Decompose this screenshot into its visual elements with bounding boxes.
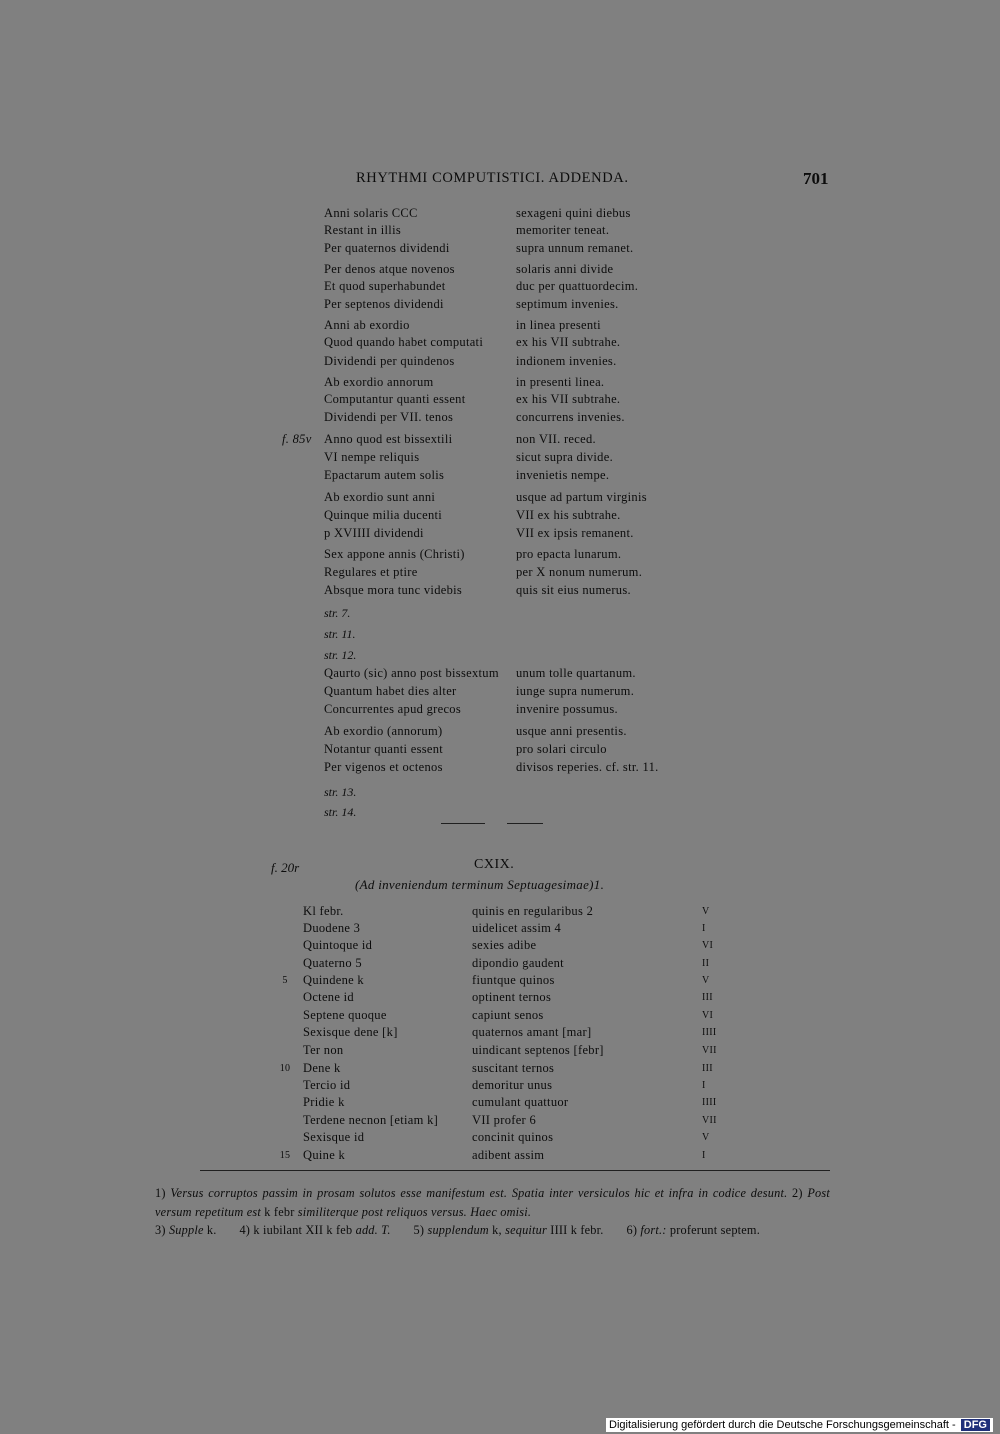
date-cell: Ter non	[303, 1043, 344, 1057]
table-row	[0, 1094, 1000, 1111]
verse-line	[0, 723, 1000, 740]
verse-line	[0, 391, 1000, 408]
verse-second-half: duc per quattuordecim.	[516, 279, 639, 293]
date-cell: Terdene necnon [etiam k]	[303, 1113, 439, 1127]
date-cell: Quindene k	[303, 973, 364, 987]
verse-second-half: in presenti linea.	[516, 375, 605, 389]
verse-first-half: Anni ab exordio	[324, 318, 410, 332]
folio-reference: f. 20r	[271, 860, 300, 875]
verse-first-half: Computantur quanti essent	[324, 392, 466, 406]
verse-first-half: Quod quando habet computati	[324, 335, 484, 349]
verse-second-half: invenire possumus.	[516, 702, 618, 716]
table-row	[0, 1042, 1000, 1059]
verse-cell: uidelicet assim 4	[472, 921, 562, 935]
verse-second-half: ex his VII subtrahe.	[516, 392, 621, 406]
verse-line	[0, 317, 1000, 334]
verse-second-half: ex his VII subtrahe.	[516, 335, 621, 349]
verse-line	[0, 507, 1000, 524]
verse-cell: suscitant ternos	[472, 1061, 555, 1075]
verse-second-half: supra unnum remanet.	[516, 241, 634, 255]
verse-line	[0, 564, 1000, 581]
funding-banner[interactable]	[606, 1418, 993, 1432]
verse-first-half: Per septenos dividendi	[324, 297, 444, 311]
verse-second-half: concurrens invenies.	[516, 410, 625, 424]
date-cell: Duodene 3	[303, 921, 361, 935]
verse-cell: uindicant septenos [febr]	[472, 1043, 604, 1057]
numeral-cell: V	[702, 1132, 710, 1143]
strophe-ref: str. 7.	[324, 606, 351, 620]
table-row	[0, 1024, 1000, 1041]
footnote-4-number: 4)	[239, 1223, 251, 1237]
table-row	[0, 903, 1000, 920]
verse-cell: dipondio gaudent	[472, 956, 564, 970]
verse-line	[0, 741, 1000, 758]
verse-cell: demoritur unus	[472, 1078, 553, 1092]
date-cell: Sexisque id	[303, 1130, 365, 1144]
verse-first-half: Anni solaris CCC	[324, 206, 418, 220]
verse-line	[0, 240, 1000, 257]
verse-second-half: per X nonum numerum.	[516, 565, 643, 579]
table-row	[0, 972, 1000, 989]
section-number: CXIX.	[474, 857, 515, 872]
numeral-cell: IIII	[702, 1097, 717, 1108]
line-number: 5	[282, 975, 288, 986]
verse-second-half: septimum invenies.	[516, 297, 619, 311]
footnote-3-text: k.	[206, 1223, 217, 1237]
running-header: RHYTHMI COMPUTISTICI. ADDENDA.	[356, 170, 629, 186]
footnote-2-text: k febr	[264, 1204, 295, 1219]
verse-second-half: usque anni presentis.	[516, 724, 627, 738]
footnote-5-text: supplendum	[427, 1223, 489, 1237]
verse-second-half: VII ex ipsis remanent.	[516, 526, 634, 540]
date-cell: Septene quoque	[303, 1008, 387, 1022]
numeral-cell: III	[702, 1063, 713, 1074]
verse-second-half: sexageni quini diebus	[516, 206, 631, 220]
verse-second-half: iunge supra numerum.	[516, 684, 635, 698]
verse-first-half: Per denos atque novenos	[324, 262, 455, 276]
verse-line	[0, 701, 1000, 718]
verse-line	[0, 374, 1000, 391]
verse-second-half: in linea presenti	[516, 318, 601, 332]
footnote-2-text: similiterque post reliquos versus. Haec omisi.	[297, 1204, 532, 1219]
table-row	[0, 920, 1000, 937]
footnote-6-number: 6)	[626, 1223, 638, 1237]
dfg-logo: DFG	[961, 1419, 990, 1431]
numeral-cell: VI	[702, 1010, 714, 1021]
verse-cell: quaternos amant [mar]	[472, 1025, 592, 1039]
verse-line	[0, 296, 1000, 313]
footnote-1-text: Versus corruptos passim in prosam solutos esse manifestum est. Spatia inter versiculos hic et infra in codice desunt.	[170, 1186, 788, 1200]
verse-first-half: Qaurto (sic) anno post bissextum	[324, 666, 499, 680]
verse-cell: adibent assim	[472, 1148, 545, 1162]
verse-line	[0, 431, 1000, 448]
verse-second-half: pro solari circulo	[516, 742, 607, 756]
banner-text: Digitalisierung gefördert durch die Deutsche Forschungsgemeinschaft -	[609, 1419, 956, 1431]
verse-cell: quinis en regularibus 2	[472, 904, 594, 918]
numeral-cell: VII	[702, 1045, 717, 1056]
verse-line	[0, 334, 1000, 351]
verse-cell: optinent ternos	[472, 990, 552, 1004]
footnote-rule	[200, 1170, 830, 1171]
footnote-2-number: 2)	[792, 1186, 803, 1200]
page-number: 701	[803, 169, 829, 188]
table-row	[0, 1112, 1000, 1129]
line-number: 10	[279, 1063, 291, 1074]
footnote-5-text: k,	[492, 1223, 502, 1237]
table-row	[0, 1007, 1000, 1024]
table-row	[0, 989, 1000, 1006]
verse-second-half: indionem invenies.	[516, 354, 617, 368]
strophe-ref: str. 14.	[324, 805, 357, 819]
strophe-ref: str. 12.	[324, 648, 357, 662]
section-divider	[507, 823, 543, 824]
verse-cell: cumulant quattuor	[472, 1095, 569, 1109]
date-cell: Tercio id	[303, 1078, 351, 1092]
verse-cell: capiunt senos	[472, 1008, 544, 1022]
folio-marginal: f. 85v	[282, 432, 312, 446]
footnote-3-number: 3)	[155, 1223, 166, 1237]
verse-second-half: quis sit eius numerus.	[516, 583, 631, 597]
verse-second-half: solaris anni divide	[516, 262, 614, 276]
verse-first-half: Regulares et ptire	[324, 565, 418, 579]
verse-first-half: Dividendi per quindenos	[324, 354, 455, 368]
strophe-ref: str. 13.	[324, 785, 357, 799]
numeral-cell: III	[702, 992, 713, 1003]
table-row	[0, 1129, 1000, 1146]
verse-second-half: memoriter teneat.	[516, 223, 610, 237]
verse-first-half: Quinque milia ducenti	[324, 508, 443, 522]
verse-line	[0, 449, 1000, 466]
date-cell: Quine k	[303, 1148, 346, 1162]
date-cell: Dene k	[303, 1061, 341, 1075]
footnote-5-text: IIII k febr.	[550, 1223, 604, 1237]
numeral-cell: VII	[702, 1115, 717, 1126]
verse-line	[0, 261, 1000, 278]
table-row	[0, 955, 1000, 972]
verse-cell: fiuntque quinos	[472, 973, 555, 987]
numeral-cell: II	[702, 958, 710, 969]
footnote-6-text: fort.:	[640, 1223, 667, 1237]
numeral-cell: I	[702, 1150, 706, 1161]
verse-first-half: Notantur quanti essent	[324, 742, 444, 756]
verse-first-half: Absque mora tunc videbis	[324, 583, 463, 597]
section-divider	[441, 823, 485, 824]
footnote-3-text: Supple	[168, 1223, 204, 1237]
verse-first-half: Ab exordio annorum	[324, 375, 434, 389]
verse-line	[0, 489, 1000, 506]
verse-line	[0, 683, 1000, 700]
verse-line	[0, 546, 1000, 563]
verse-first-half: Anno quod est bissextili	[324, 432, 453, 446]
verse-line	[0, 759, 1000, 776]
verse-first-half: VI nempe reliquis	[324, 450, 420, 464]
verse-second-half: usque ad partum virginis	[516, 490, 647, 504]
section-subtitle: (Ad inveniendum terminum Septuagesimae)1.	[355, 877, 605, 892]
verse-cell: VII profer 6	[472, 1113, 536, 1127]
date-cell: Quaterno 5	[303, 956, 362, 970]
verse-second-half: sicut supra divide.	[516, 450, 614, 464]
strophe-ref: str. 11.	[324, 627, 356, 641]
table-row	[0, 1147, 1000, 1164]
numeral-cell: V	[702, 975, 710, 986]
verse-first-half: Epactarum autem solis	[324, 468, 445, 482]
verse-second-half: non VII. reced.	[516, 432, 596, 446]
verse-second-half: invenietis nempe.	[516, 468, 610, 482]
numeral-cell: I	[702, 1080, 706, 1091]
verse-first-half: p XVIIII dividendi	[324, 526, 424, 540]
date-cell: Kl febr.	[303, 904, 344, 918]
verse-line	[0, 353, 1000, 370]
verse-first-half: Per vigenos et octenos	[324, 760, 443, 774]
footnote-4-text: k iubilant XII k feb	[253, 1223, 353, 1237]
verse-cell: concinit quinos	[472, 1130, 554, 1144]
verse-second-half: divisos reperies. cf. str. 11.	[516, 760, 659, 774]
footnote-1-number: 1)	[155, 1186, 166, 1200]
footnotes	[155, 1184, 830, 1240]
numeral-cell: V	[702, 906, 710, 917]
verse-line	[0, 205, 1000, 222]
footnote-4-text: add. T.	[355, 1223, 391, 1237]
verse-line	[0, 665, 1000, 682]
date-cell: Octene id	[303, 990, 354, 1004]
footnote-5-text: sequitur	[505, 1223, 547, 1237]
numeral-cell: VI	[702, 940, 714, 951]
numeral-cell: I	[702, 923, 706, 934]
verse-line	[0, 409, 1000, 426]
footnote-2-text: Post versum repetitum est	[155, 1186, 830, 1219]
verse-first-half: Ab exordio sunt anni	[324, 490, 436, 504]
date-cell: Sexisque dene [k]	[303, 1025, 398, 1039]
date-cell: Pridie k	[303, 1095, 345, 1109]
verse-line	[0, 222, 1000, 239]
verse-first-half: Concurrentes apud grecos	[324, 702, 462, 716]
verse-second-half: pro epacta lunarum.	[516, 547, 622, 561]
table-row	[0, 1077, 1000, 1094]
verse-line	[0, 467, 1000, 484]
footnote-5-number: 5)	[413, 1223, 425, 1237]
verse-line	[0, 582, 1000, 599]
verse-line	[0, 278, 1000, 295]
table-row	[0, 937, 1000, 954]
verse-first-half: Sex appone annis (Christi)	[324, 547, 465, 561]
date-cell: Quintoque id	[303, 938, 373, 952]
verse-line	[0, 525, 1000, 542]
verse-first-half: Dividendi per VII. tenos	[324, 410, 454, 424]
verse-cell: sexies adibe	[472, 938, 537, 952]
verse-first-half: Quantum habet dies alter	[324, 684, 457, 698]
table-row	[0, 1060, 1000, 1077]
verse-first-half: Ab exordio (annorum)	[324, 724, 443, 738]
footnote-6-text: proferunt septem.	[669, 1223, 760, 1237]
line-number: 15	[279, 1150, 291, 1161]
verse-second-half: VII ex his subtrahe.	[516, 508, 621, 522]
numeral-cell: IIII	[702, 1027, 717, 1038]
verse-first-half: Restant in illis	[324, 223, 402, 237]
verse-second-half: unum tolle quartanum.	[516, 666, 636, 680]
verse-first-half: Et quod superhabundet	[324, 279, 446, 293]
verse-first-half: Per quaternos dividendi	[324, 241, 450, 255]
